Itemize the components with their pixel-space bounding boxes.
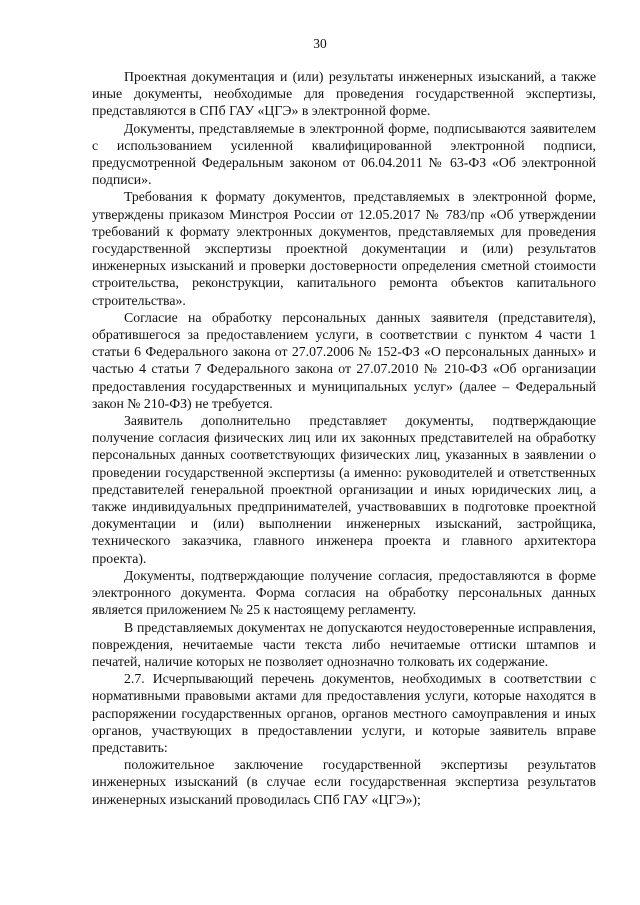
paragraph-positive-conclusion: положительное заключение государственной экспертизы результатов инженерных изысканий (в случае если государственная экспертиза результатов инженерных изысканий проводилась СПб ГАУ «ЦГЭ»); (92, 757, 596, 807)
paragraph-section-2-7: 2.7. Исчерпывающий перечень документов, необходимых в соответствии с нормативными правовыми актами для предоставления услуги, которые находятся в распоряжении государственных органов, органов местного самоуправления и иных органов, участвующих в предоставлении услуги, и которые заявитель вправе представить: (92, 671, 596, 755)
paragraph-personal-data-consent: Согласие на обработку персональных данных заявителя (представителя), обратившегося за предоставлением услуги, в соответствии с пунктом 4 части 1 статьи 6 Федерального закона от 27.07.2006 № 152-ФЗ «О персональных данных» и частью 4 статьи 7 Федерального закона от 27.07.2010 № 210-ФЗ «Об организации предоставления государственных и муниципальных услуг» (далее – Федеральный закон № 210-ФЗ) не требуется. (92, 309, 596, 411)
paragraph-no-corrections: В представляемых документах не допускаются неудостоверенные исправления, повреждения, нечитаемые части текста либо нечитаемые оттиски штампов и печатей, наличие которых не позволяет однозначно толковать их содержание. (92, 619, 596, 669)
paragraph-additional-consents: Заявитель дополнительно представляет документы, подтверждающие получение согласия физических лиц или их законных представителей на обработку персональных данных соответствующих физических лиц, указанных в заявлении о проведении государственной экспертизы (а именно: руководителей и ответственных представителей генеральной проектной организации и иных юридических лиц, а также индивидуальных предпринимателей, участвовавших в подготовке проектной документации и (или) выполнении инженерных изысканий, застройщика, технического заказчика, главного инженера проекта и главного архитектора проекта). (92, 413, 596, 566)
document-body (92, 68, 596, 808)
paragraph-electronic-signature: Документы, представляемые в электронной форме, подписываются заявителем с использованием усиленной квалифицированной электронной подписи, предусмотренной Федеральным законом от 06.04.2011 № 63-ФЗ «Об электронной подписи». (92, 120, 596, 188)
paragraph-submission-format: Проектная документация и (или) результаты инженерных изысканий, а также иные документы, необходимые для проведения государственной экспертизы, представляются в СПб ГАУ «ЦГЭ» в электронной форме. (92, 69, 596, 119)
paragraph-format-requirements: Требования к формату документов, представляемых в электронной форме, утверждены приказом Минстроя России от 12.05.2017 № 783/пр «Об утверждении требований к формату электронных документов, представляемых для проведения государственной экспертизы проектной документации и (или) результатов инженерных изысканий и проверки достоверности определения сметной стоимости строительства, реконструкции, капитального ремонта объектов капитального строительства». (92, 189, 596, 308)
paragraph-consent-form: Документы, подтверждающие получение согласия, предоставляются в форме электронного документа. Форма согласия на обработку персональных данных является приложением № 25 к настоящему регламенту. (92, 567, 596, 618)
page-number: 30 (313, 36, 327, 51)
